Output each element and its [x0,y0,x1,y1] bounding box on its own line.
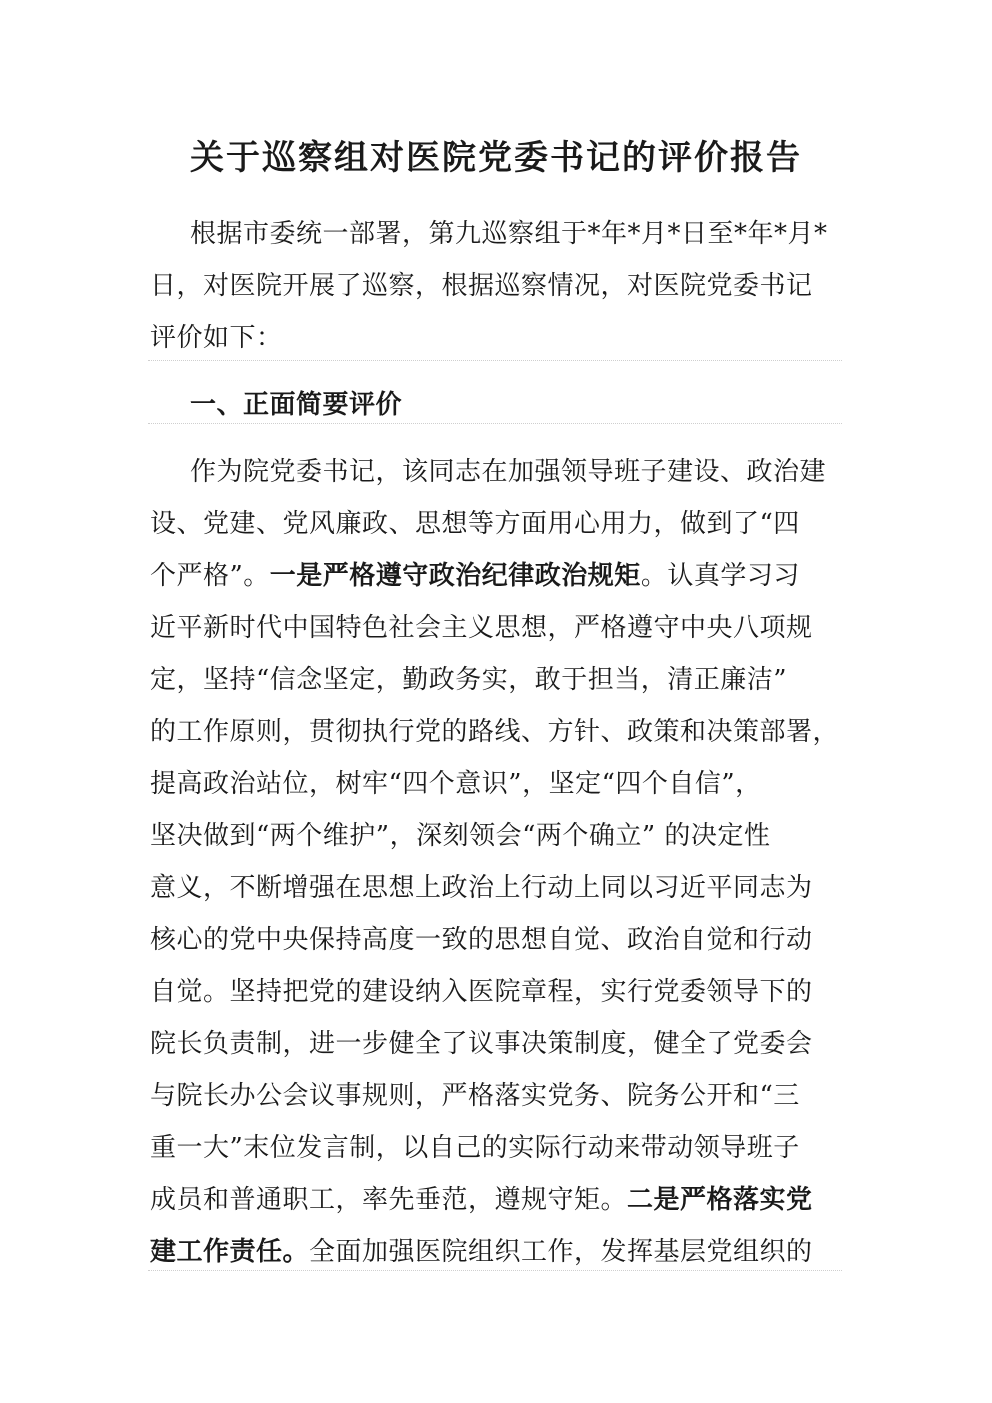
divider [148,423,842,424]
body-line: 设、党建、党风廉政、思想等方面用心用力，做到了“四 [150,509,800,539]
bold-phrase: 建工作责任。 [150,1237,310,1267]
body-line: 与院长办公会议事规则，严格落实党务、院务公开和“三 [150,1081,800,1111]
body-line: 个严格”。一是严格遵守政治纪律政治规矩。认真学习习 [150,561,800,591]
body-line: 提高政治站位，树牢“四个意识”，坚定“四个自信”， [150,769,762,799]
body-line: 近平新时代中国特色社会主义思想，严格遵守中央八项规 [150,613,813,643]
body-line: 自觉。坚持把党的建设纳入医院章程，实行党委领导下的 [150,977,813,1007]
divider [148,1270,842,1271]
body-line: 作为院党委书记，该同志在加强领导班子建设、政治建 [190,457,827,487]
section-heading: 一、正面简要评价 [190,390,403,420]
body-line: 的工作原则，贯彻执行党的路线、方针、政策和决策部署， [150,717,840,747]
intro-line-3: 评价如下： [150,323,283,353]
document-title: 关于巡察组对医院党委书记的评价报告 [190,138,802,178]
bold-phrase: 一是严格遵守政治纪律政治规矩 [269,561,641,591]
body-line: 成员和普通职工，率先垂范，遵规守矩。二是严格落实党 [150,1185,813,1215]
intro-line-2: 日，对医院开展了巡察，根据巡察情况，对医院党委书记 [150,271,813,301]
body-line: 意义，不断增强在思想上政治上行动上同以习近平同志为 [150,873,813,903]
body-line: 核心的党中央保持高度一致的思想自觉、政治自觉和行动 [150,925,813,955]
body-line: 定，坚持“信念坚定，勤政务实，敢于担当，清正廉洁” [150,665,788,695]
divider [148,360,842,361]
body-line: 建工作责任。全面加强医院组织工作，发挥基层党组织的 [150,1237,813,1267]
intro-line-1: 根据市委统一部署，第九巡察组于*年*月*日至*年*月* [190,219,828,249]
body-line: 院长负责制，进一步健全了议事决策制度，健全了党委会 [150,1029,813,1059]
body-line: 重一大”末位发言制，以自己的实际行动来带动领导班子 [150,1133,800,1163]
body-line: 坚决做到“两个维护”，深刻领会“两个确立” 的决定性 [150,821,771,851]
bold-phrase: 二是严格落实党 [627,1185,813,1215]
